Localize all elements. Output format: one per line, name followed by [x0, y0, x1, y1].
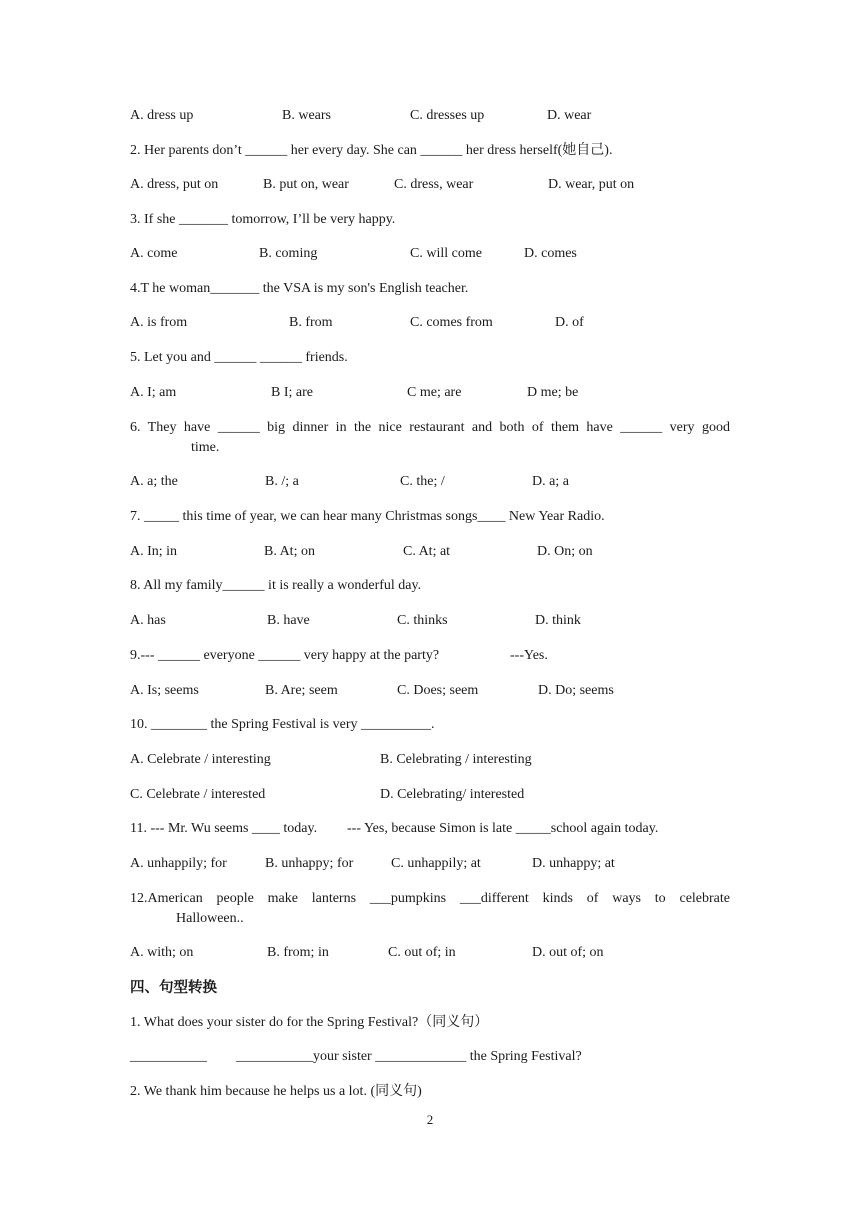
- q1-option-a: A. dress up: [130, 108, 194, 123]
- question-10: 10. ________ the Spring Festival is very __________.: [130, 717, 435, 732]
- q11-option-a: A. unhappily; for: [130, 856, 227, 871]
- q2-option-b: B. put on, wear: [263, 177, 349, 192]
- q1-option-b: B. wears: [282, 108, 331, 123]
- question-11-reply: --- Yes, because Simon is late _____school again today.: [347, 821, 659, 836]
- q2-option-a: A. dress, put on: [130, 177, 219, 192]
- q4-option-a: A. is from: [130, 315, 188, 330]
- q3-option-a: A. come: [130, 246, 178, 261]
- q5-option-d: D me; be: [527, 385, 579, 400]
- q11-option-c: C. unhappily; at: [391, 856, 481, 871]
- question-4: 4.T he woman_______ the VSA is my son's English teacher.: [130, 281, 469, 296]
- q5-option-b: B I; are: [271, 385, 313, 400]
- question-9-reply: ---Yes.: [510, 648, 548, 663]
- q10-option-c: C. Celebrate / interested: [130, 787, 266, 802]
- q3-option-d: D. comes: [524, 246, 577, 261]
- q11-option-d: D. unhappy; at: [532, 856, 615, 871]
- q4-option-d: D. of: [555, 315, 584, 330]
- question-5: 5. Let you and ______ ______ friends.: [130, 350, 348, 365]
- q2-option-c: C. dress, wear: [394, 177, 474, 192]
- q1-option-d: D. wear: [547, 108, 592, 123]
- question-9: 9.--- ______ everyone ______ very happy at the party?: [130, 648, 440, 663]
- question-12-line-2: Halloween..: [176, 911, 244, 926]
- q10-option-b: B. Celebrating / interesting: [380, 752, 532, 767]
- q6-option-a: A. a; the: [130, 474, 178, 489]
- q9-option-b: B. Are; seem: [265, 683, 338, 698]
- q5-option-a: A. I; am: [130, 385, 177, 400]
- q7-option-b: B. At; on: [264, 544, 315, 559]
- q8-option-a: A. has: [130, 613, 166, 628]
- question-7: 7. _____ this time of year, we can hear many Christmas songs____ New Year Radio.: [130, 509, 605, 524]
- q9-option-a: A. Is; seems: [130, 683, 199, 698]
- q6-option-c: C. the; /: [400, 474, 445, 489]
- question-12: [130, 889, 730, 929]
- q12-option-b: B. from; in: [267, 945, 329, 960]
- question-6: [130, 418, 730, 458]
- question-6-line-1: 6. They have ______ big dinner in the nice restaurant and both of them have ______ very good: [130, 420, 730, 435]
- q7-option-c: C. At; at: [403, 544, 451, 559]
- sentence-1: 1. What does your sister do for the Spring Festival?（同义句）: [130, 1015, 489, 1030]
- question-11: 11. --- Mr. Wu seems ____ today.: [130, 821, 318, 836]
- q7-option-a: A. In; in: [130, 544, 178, 559]
- q4-option-b: B. from: [289, 315, 333, 330]
- q8-option-c: C. thinks: [397, 613, 448, 628]
- q4-option-c: C. comes from: [410, 315, 493, 330]
- q8-option-b: B. have: [267, 613, 310, 628]
- q11-option-b: B. unhappy; for: [265, 856, 354, 871]
- question-3: 3. If she _______ tomorrow, I’ll be very happy.: [130, 212, 396, 227]
- q9-option-d: D. Do; seems: [538, 683, 614, 698]
- q8-option-d: D. think: [535, 613, 581, 628]
- q12-option-d: D. out of; on: [532, 945, 604, 960]
- q6-option-b: B. /; a: [265, 474, 299, 489]
- question-6-line-2: time.: [191, 440, 220, 455]
- question-2: 2. Her parents don’t ______ her every day. She can ______ her dress herself(她自己).: [130, 143, 613, 158]
- page-number: 2: [426, 1112, 434, 1127]
- sentence-1-blank-b: ___________your sister _____________ the Spring Festival?: [236, 1049, 582, 1064]
- question-8: 8. All my family______ it is really a wonderful day.: [130, 578, 422, 593]
- q1-option-c: C. dresses up: [410, 108, 485, 123]
- sentence-2: 2. We thank him because he helps us a lot. (同义句): [130, 1084, 422, 1099]
- q3-option-c: C. will come: [410, 246, 482, 261]
- q7-option-d: D. On; on: [537, 544, 593, 559]
- q3-option-b: B. coming: [259, 246, 318, 261]
- q10-option-a: A. Celebrate / interesting: [130, 752, 271, 767]
- q5-option-c: C me; are: [407, 385, 462, 400]
- section-4-title: 四、句型转换: [130, 980, 217, 996]
- q6-option-d: D. a; a: [532, 474, 569, 489]
- q2-option-d: D. wear, put on: [548, 177, 635, 192]
- q9-option-c: C. Does; seem: [397, 683, 479, 698]
- q12-option-c: C. out of; in: [388, 945, 456, 960]
- q10-option-d: D. Celebrating/ interested: [380, 787, 525, 802]
- sentence-1-blank-a: ___________: [130, 1049, 207, 1064]
- question-12-line-1: 12.American people make lanterns ___pumpkins ___different kinds of ways to celebrate: [130, 891, 730, 906]
- q12-option-a: A. with; on: [130, 945, 194, 960]
